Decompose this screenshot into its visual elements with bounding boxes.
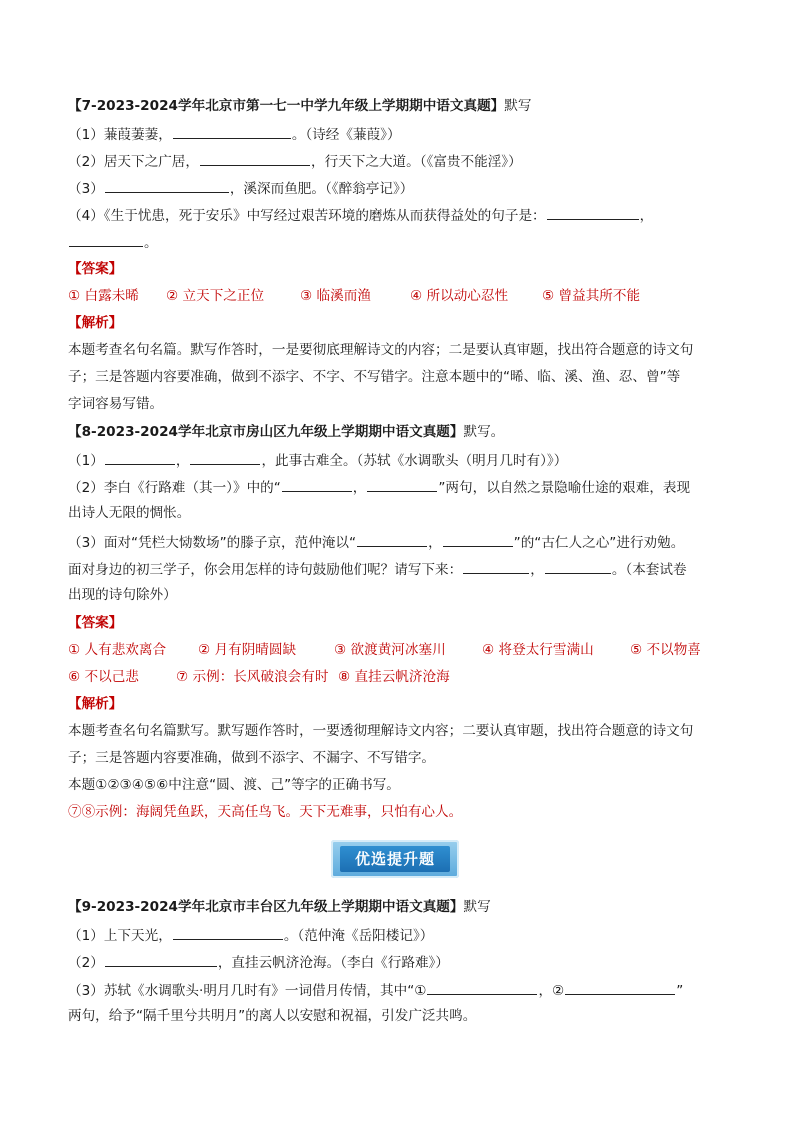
q8-example: ⑦⑧示例：海阔凭鱼跃，天高任鸟飞。天下无难事，只怕有心人。 [68,804,463,820]
q8-line-4: （3）面对“凭栏大恸数场”的滕子京，范仲淹以“ ， ”的“古仁人之心”进行劝勉。 [68,532,730,553]
answer-item: ⑥ 不以己悲 [68,669,139,685]
answer-blank[interactable] [545,559,611,574]
q7-analysis-label: 【解析】 [68,315,123,331]
q8-line-5: 面对身边的初三学子，你会用怎样的诗句鼓励他们呢？请写下来： ， 。（本套试卷 [68,559,730,580]
answer-blank[interactable] [427,980,537,995]
q7-header: 【7-2023-2024学年北京市第一七一中学九年级上学期期中语文真题】默写 [68,98,532,114]
q9-line-4: 两句，给予“隔千里兮共明月”的离人以安慰和祝福，引发广泛共鸣。 [68,1008,477,1024]
answer-blank[interactable] [565,980,675,995]
answer-item: ③ 欲渡黄河冰塞川 [334,642,446,658]
q8-line-6: 出现的诗句除外） [68,587,177,603]
answer-blank[interactable] [463,559,529,574]
q8-header: 【8-2023-2024学年北京市房山区九年级上学期期中语文真题】默写。 [68,424,505,440]
q9-line-3: （3）苏轼《水调歌头·明月几时有》一词借月传情，其中“① ，② ” [68,980,730,1001]
q8-analysis-line: 本题①②③④⑤⑥中注意“圆、渡、己”等字的正确书写。 [68,777,400,793]
answer-blank[interactable] [190,450,260,465]
answer-blank[interactable] [105,450,175,465]
answer-blank[interactable] [547,205,639,220]
q8-analysis-label: 【解析】 [68,696,123,712]
q7-line-5: 。 [68,232,730,253]
q7-analysis-line: 子；三是答题内容要准确，做到不添字、不字、不写错字。注意本题中的“晞、临、溪、渔、忍、曾”等 [68,369,681,385]
answer-blank[interactable] [69,232,143,247]
q8-line-2: （2）李白《行路难（其一）》中的“ ， ”两句，以自然之景隐喻仕途的艰难，表现 [68,477,730,498]
answer-blank[interactable] [173,124,291,139]
answer-item: ⑤ 曾益其所不能 [542,288,641,304]
q8-analysis-line: 子；三是答题内容要准确，做到不添字、不漏字、不写错字。 [68,750,436,766]
answer-blank[interactable] [200,151,310,166]
q9-line-1: （1）上下天光， 。（范仲淹《岳阳楼记》） [68,925,730,946]
answer-item: ② 立天下之正位 [166,288,265,304]
answer-blank[interactable] [105,178,229,193]
q7-answers [68,287,730,306]
q8-answers-row-2 [68,668,730,687]
q7-analysis-line: 字词容易写错。 [68,396,164,412]
answer-item: ⑤ 不以物喜 [630,642,701,658]
q8-line-3: 出诗人无限的惆怅。 [68,505,191,521]
answer-item: ① 白露未晞 [68,288,139,304]
q7-answer-label: 【答案】 [68,261,123,277]
answer-item: ⑦ 示例：长风破浪会有时 [176,669,329,685]
section-badge-label: 优选提升题 [340,846,450,872]
q8-analysis-line: 本题考查名句名篇默写。默写题作答时，一要透彻理解诗文内容；二要认真审题，找出符合题意的诗文句 [68,723,694,739]
q9-line-2: （2） ，直挂云帆济沧海。（李白《行路难》） [68,952,730,973]
q7-line-2: （2）居天下之广居， ，行天下之大道。（《富贵不能淫》） [68,151,730,172]
answer-blank[interactable] [357,532,427,547]
q7-analysis-line: 本题考查名句名篇。默写作答时，一是要彻底理解诗文的内容；二是要认真审题，找出符合题意的诗文句 [68,342,694,358]
q7-line-4: （4）《生于忧患，死于安乐》中写经过艰苦环境的磨炼从而获得益处的句子是： ， [68,205,730,226]
answer-blank[interactable] [105,952,217,967]
answer-blank[interactable] [173,925,283,940]
section-badge [331,840,459,878]
answer-blank[interactable] [282,477,352,492]
answer-item: ② 月有阴晴圆缺 [198,642,297,658]
answer-item: ① 人有悲欢离合 [68,642,167,658]
q8-line-1: （1） ， ，此事古难全。（苏轼《水调歌头（明月几时有）》） [68,450,730,471]
q8-answer-label: 【答案】 [68,615,123,631]
answer-item: ④ 所以动心忍性 [410,288,509,304]
answer-item: ⑧ 直挂云帆济沧海 [338,669,450,685]
answer-item: ③ 临溪而渔 [300,288,371,304]
answer-blank[interactable] [443,532,513,547]
answer-item: ④ 将登太行雪满山 [482,642,594,658]
q9-header: 【9-2023-2024学年北京市丰台区九年级上学期期中语文真题】默写 [68,899,491,915]
q8-answers-row-1 [68,641,730,660]
answer-blank[interactable] [367,477,437,492]
q7-line-1: （1）蒹葭萋萋， 。（诗经《蒹葭》） [68,124,730,145]
q7-line-3: （3） ，溪深而鱼肥。（《醉翁亭记》） [68,178,730,199]
